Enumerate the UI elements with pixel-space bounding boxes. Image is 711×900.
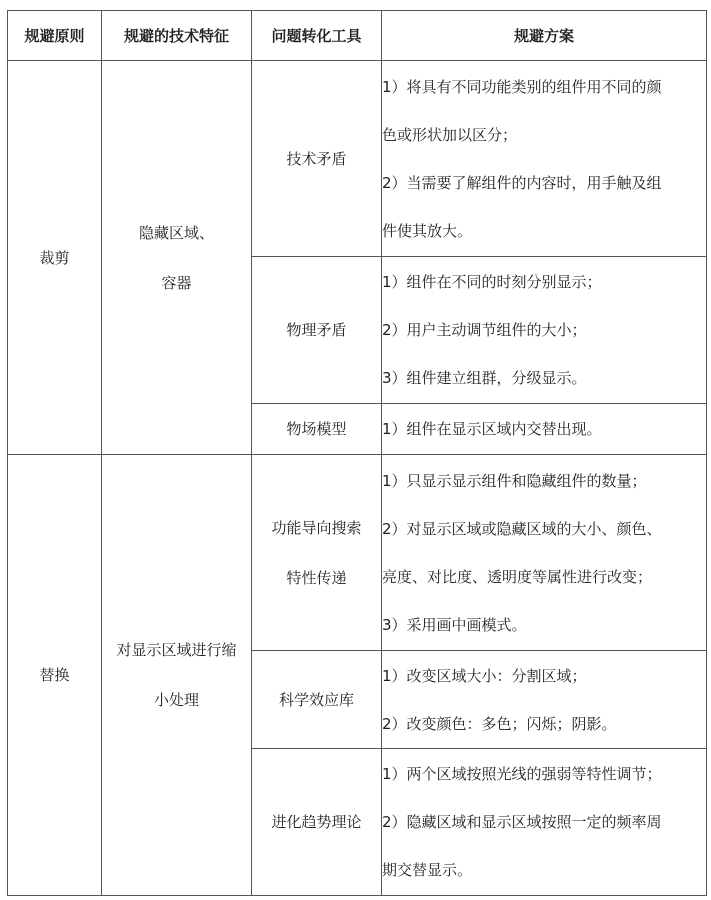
plan-cell [382, 455, 707, 651]
tool-text: 科学效应库 [278, 690, 354, 709]
plan-line: 1）将具有不同功能类别的组件用不同的颜 [382, 77, 662, 96]
tool-text: 物理矛盾 [286, 321, 347, 339]
feature-text: 小处理 [153, 691, 199, 709]
principle-text: 裁剪 [39, 248, 70, 267]
plan-line: 亮度、对比度、透明度等属性进行改变； [382, 567, 653, 586]
plan-cell [382, 61, 707, 257]
plan-line: 期交替显示。 [382, 861, 473, 879]
plan-line: 1）组件在显示区域内交替出现。 [382, 420, 602, 438]
tool-cell [252, 455, 382, 651]
plan-line: 1）两个区域按照光线的强弱等特性调节； [382, 765, 662, 783]
plan-cell [382, 404, 707, 455]
plan-line: 2）对显示区域或隐藏区域的大小、颜色、 [382, 519, 662, 538]
plan-line: 1）组件在不同的时刻分别显示； [382, 273, 602, 291]
principle-cell [8, 61, 102, 455]
plan-cell [382, 651, 707, 749]
tool-text: 物场模型 [286, 420, 347, 438]
tool-cell [252, 61, 382, 257]
tool-cell [252, 749, 382, 896]
header-tool: 问题转化工具 [252, 11, 382, 61]
plan-line: 2）改变颜色：多色；闪烁；阴影。 [382, 714, 617, 733]
plan-line: 2）当需要了解组件的内容时，用手触及组 [382, 173, 662, 192]
plan-line: 件使其放大。 [382, 221, 473, 240]
plan-line: 3）组件建立组群，分级显示。 [382, 369, 587, 387]
tool-text: 功能导向搜索 [271, 518, 362, 537]
feature-text: 隐藏区域、 [138, 223, 214, 242]
evasion-table [7, 10, 707, 896]
plan-line: 3）采用画中画模式。 [382, 615, 527, 634]
plan-line: 1）只显示显示组件和隐藏组件的数量； [382, 471, 647, 490]
header-plan: 规避方案 [382, 11, 707, 61]
tool-cell [252, 404, 382, 455]
tool-text: 特性传递 [286, 568, 347, 587]
plan-line: 1）改变区域大小：分割区域； [382, 666, 587, 685]
tool-text: 技术矛盾 [286, 149, 347, 168]
feature-text: 对显示区域进行缩 [116, 641, 237, 659]
plan-line: 2）用户主动调节组件的大小； [382, 321, 587, 339]
table-row [8, 61, 707, 257]
plan-cell [382, 257, 707, 404]
header-row [8, 11, 707, 61]
feature-text: 容器 [161, 273, 192, 292]
plan-cell [382, 749, 707, 896]
plan-line: 色或形状加以区分； [382, 125, 518, 144]
feature-cell [102, 61, 252, 455]
tool-cell [252, 651, 382, 749]
principle-text: 替换 [39, 666, 70, 684]
header-principle: 规避原则 [8, 11, 102, 61]
header-feature: 规避的技术特征 [102, 11, 252, 61]
table-row [8, 455, 707, 651]
plan-line: 2）隐藏区域和显示区域按照一定的频率周 [382, 813, 662, 831]
principle-cell [8, 455, 102, 896]
tool-text: 进化趋势理论 [271, 813, 362, 831]
tool-cell [252, 257, 382, 404]
feature-cell [102, 455, 252, 896]
